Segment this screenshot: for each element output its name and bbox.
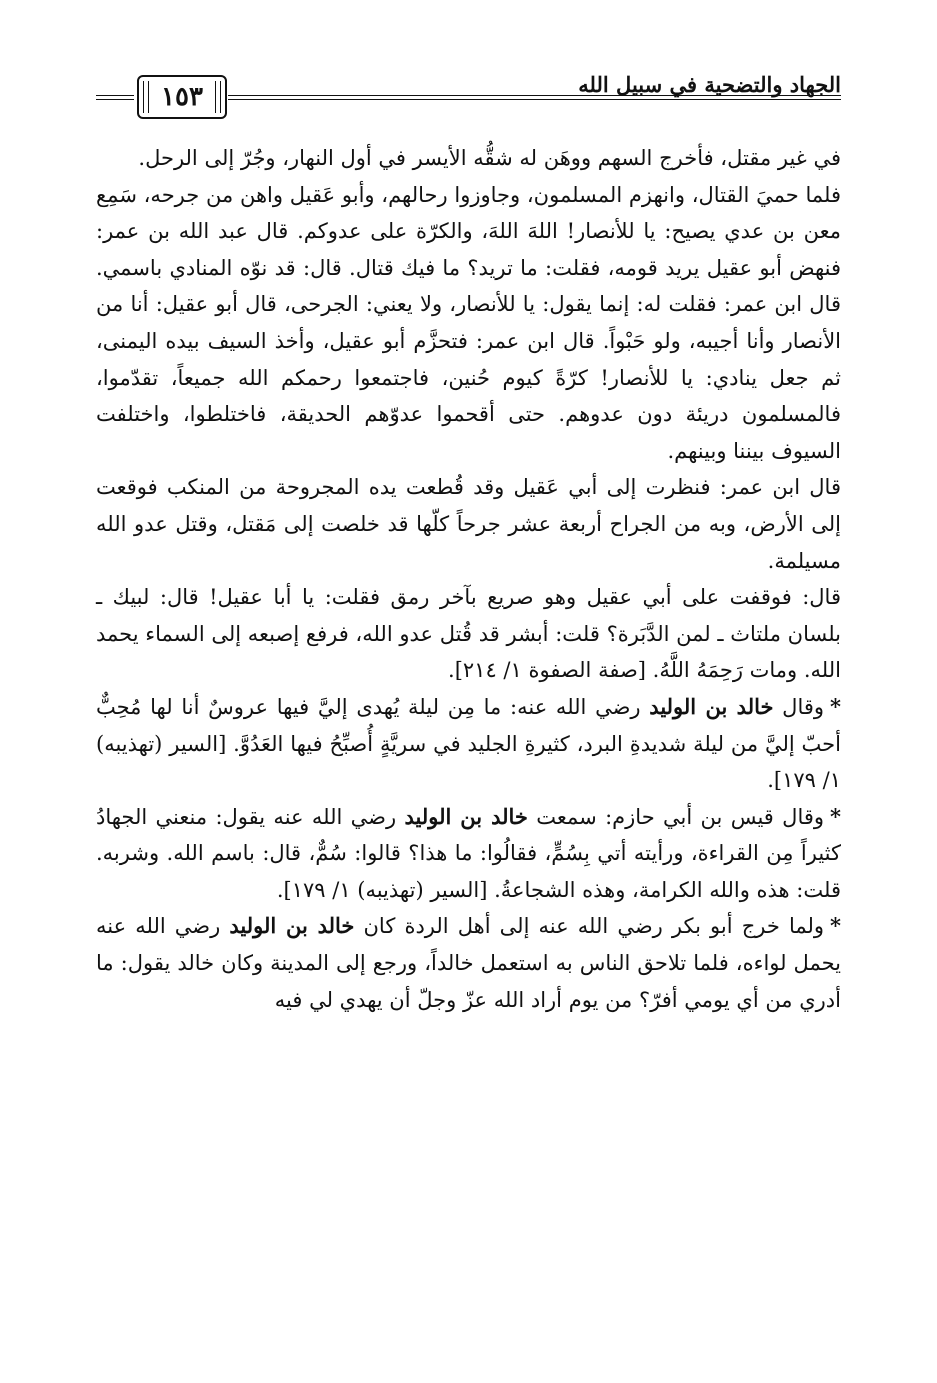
header-rule-left bbox=[96, 95, 134, 100]
header-rule bbox=[228, 95, 841, 100]
running-header-title: الجهاد والتضحية في سبيل الله bbox=[578, 72, 841, 97]
bullet-paragraph bbox=[96, 689, 841, 799]
paragraph: فلما حميَ القتال، وانهزم المسلمون، وجاوزوا رحالهم، وأبو عَقيل واهن من جرحه، سَمِع معن بن عدي يصيح: يا للأنصار! اللهَ اللهَ، والكرّة على عدوكم. قال عبد الله بن عمر: فنهض أبو عقيل يريد قومه، فقلت: ما تريد؟ ما فيك قتال. قال: قد نوّه المنادي باسمي. قال ابن عمر: فقلت له: إنما يقول: يا للأنصار، ولا يعني: الجرحى، قال أبو عقيل: أنا من الأنصار وأنا أجيبه، ولو حَبْواً. قال ابن عمر: فتحزَّم أبو عقيل، وأخذ السيف بيده اليمنى، ثم جعل ينادي: يا للأنصار! كرّةً كيوم حُنين، فاجتمعوا رحمكم الله جميعاً، تقدّموا، فالمسلمون دريئة دون عدوهم. حتى أقحموا عدوّهم الحديقة، فاختلطوا، واختلفت السيوف بيننا وبينهم. bbox=[96, 182, 842, 463]
bullet-marker: * bbox=[830, 913, 842, 939]
bullet-text-pre: وقال bbox=[773, 694, 825, 719]
bullet-marker: * bbox=[830, 693, 842, 719]
bold-name: خالد بن الوليد bbox=[229, 913, 355, 939]
bold-name: خالد بن الوليد bbox=[404, 803, 528, 829]
bullet-text-post: رضي الله عنه يحمل لواءه، فلما تلاحق الناس به استعمل خالداً، ورجع إلى المدينة وكان خالد يقول: ما أدري من أي يومي أفرّ؟ من يوم أراد الله عزّ وجلّ أن يهدي لي فيه bbox=[96, 914, 841, 1012]
paragraph: في غير مقتل، فأخرج السهم ووهَن له شقُّه الأيسر في أول النهار، وجُرّ إلى الرحل. bbox=[138, 146, 841, 170]
bullet-marker: * bbox=[830, 803, 842, 829]
paragraph: قال: فوقفت على أبي عقيل وهو صريع بآخر رمق فقلت: يا أبا عقيل! قال: لبيك ـ بلسان ملتاث ـ لمن الدَّبَرة؟ قلت: أبشر قد قُتل عدو الله، فرفع إصبعه إلى السماء يحمد الله. ومات رَحِمَهُ اللَّهُ. [صفة الصفوة ١/ ٢١٤]. bbox=[96, 585, 841, 683]
page-body bbox=[96, 140, 841, 1018]
bullet-text-pre: وقال قيس بن أبي حازم: سمعت bbox=[527, 804, 825, 829]
page-number-text: ١٥٣ bbox=[161, 82, 203, 112]
bullet-text-pre: ولما خرج أبو بكر رضي الله عنه إلى أهل الردة كان bbox=[354, 914, 825, 939]
paragraph: قال ابن عمر: فنظرت إلى أبي عَقيل وقد قُطعت يده المجروحة من المنكب فوقعت إلى الأرض، وبه من الجراح أربعة عشر جرحاً كلّها قد خلصت إلى مَقتل، وقتل عدو الله مسيلمة. bbox=[96, 475, 841, 573]
bullet-text-post: رضي الله عنه يقول: منعني الجهادُ كثيراً مِن القراءة، ورأيته أتي بِسُمٍّ، فقالُوا: ما هذا؟ قالوا: سُمٌّ، قال: باسم الله. وشربه. قلت: هذه والله الكرامة، وهذه الشجاعةُ. [السير (تهذيبه) ١/ ١٧٩]. bbox=[96, 804, 841, 902]
bullet-paragraph bbox=[96, 799, 841, 909]
bullet-text-post: رضي الله عنه: ما مِن ليلة يُهدى إليَّ فيها عروسٌ أنا لها مُحِبٌّ أحبّ إليَّ من ليلة شديدةِ البرد، كثيرةِ الجليد في سريَّةٍ أُصبِّحُ فيها العَدُوَّ. [السير (تهذيبه) ١/ ١٧٩]. bbox=[96, 694, 841, 793]
page-number bbox=[137, 75, 227, 119]
bullet-paragraph bbox=[96, 908, 841, 1018]
bold-name: خالد بن الوليد bbox=[649, 693, 774, 719]
